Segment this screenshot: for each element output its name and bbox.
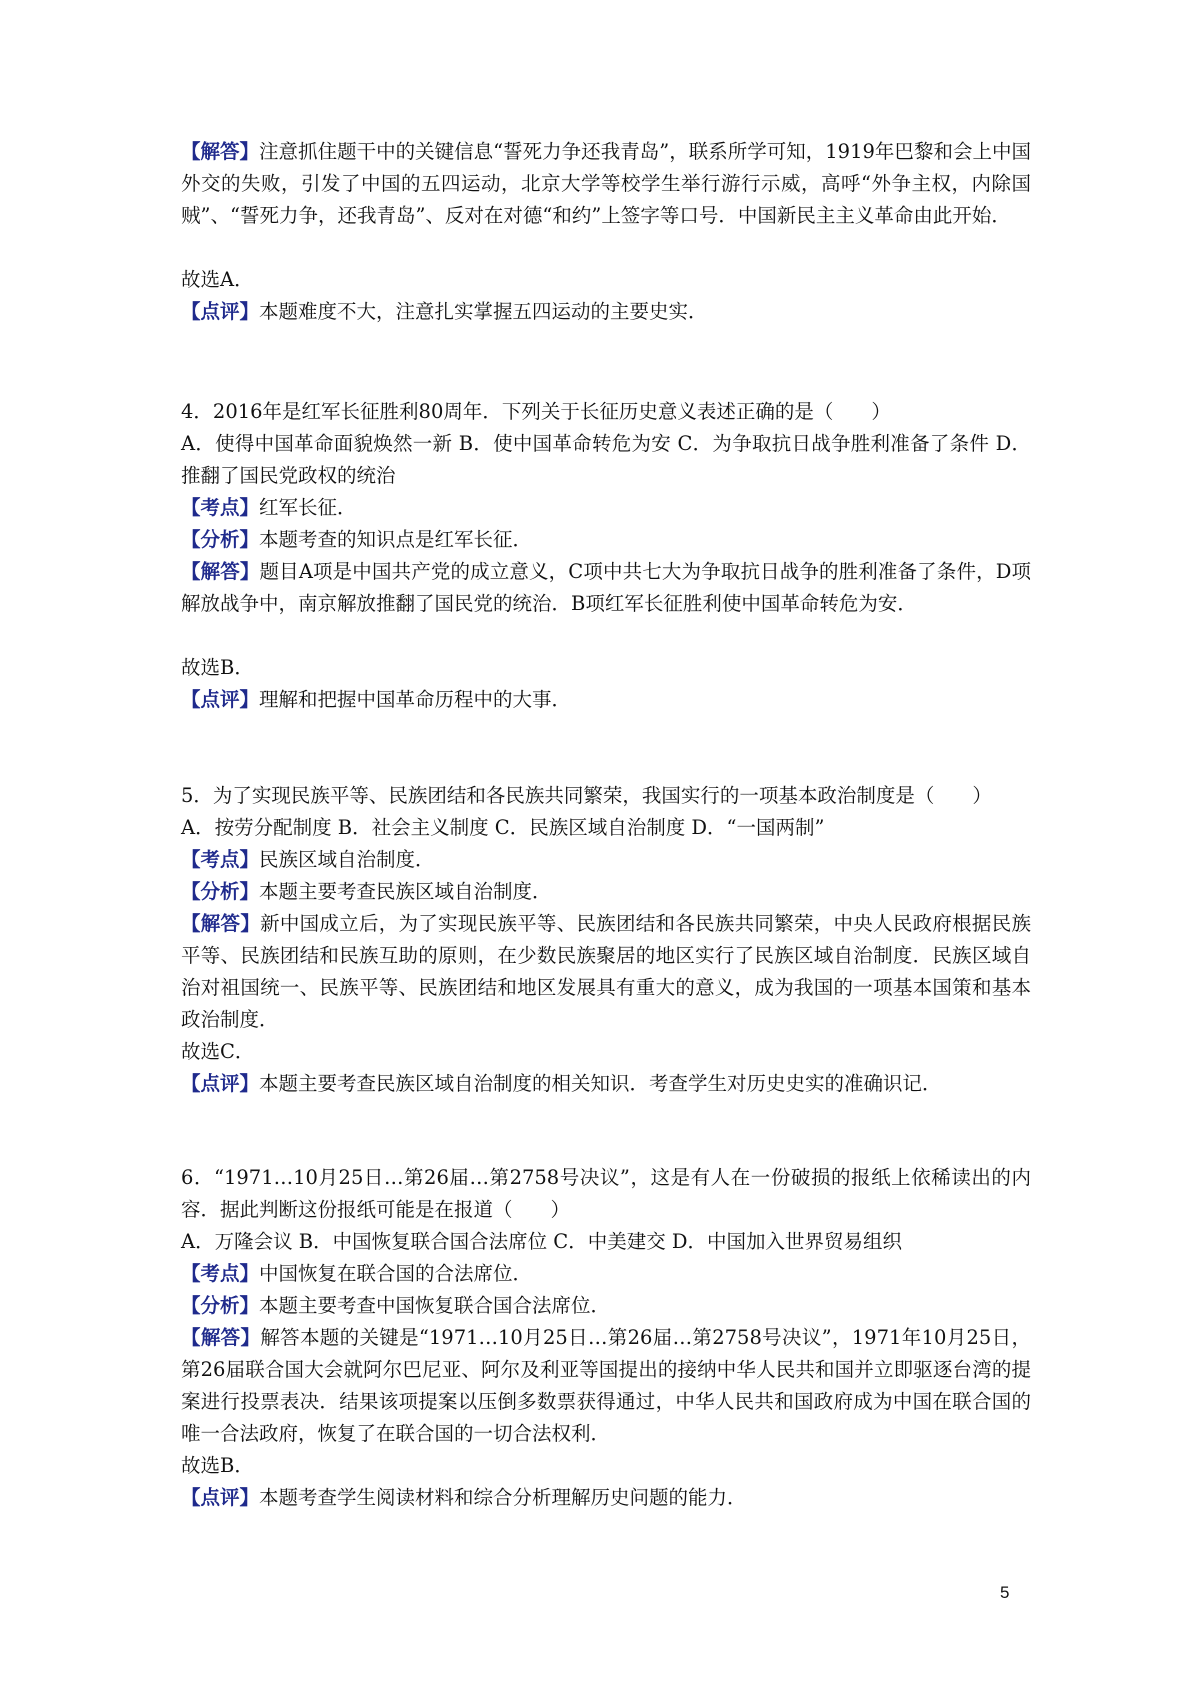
kaodian-tag: 【考点】 xyxy=(181,496,260,519)
jieda-tag: 【解答】 xyxy=(181,912,261,935)
q3-jieda: 【解答】注意抓住题干中的关键信息“誓死力争还我青岛”，联系所学可知，1919年巴黎和会上中国外交的失败，引发了中国的五四运动，北京大学等校学生举行游行示威，高呼“外争主权，内除国贼”、“誓死力争，还我青岛”、反对在对德“和约”上签字等口号．中国新民主主义革命由此开始． xyxy=(181,140,1031,227)
dianping-tag: 【点评】 xyxy=(181,1486,260,1509)
dianping-tag: 【点评】 xyxy=(181,1072,260,1095)
page-number: 5 xyxy=(1000,1583,1010,1602)
q6-jieda: 【解答】解答本题的关键是“1971…10月25日…第26届…第2758号决议”，1971年10月25日，第26届联合国大会就阿尔巴尼亚、阿尔及利亚等国提出的接纳中华人民共和国并立即驱逐台湾的提案进行投票表决．结果该项提案以压倒多数票获得通过，中华人民共和国政府成为中国在联合国的唯一合法政府，恢复了在联合国的一切合法权利． xyxy=(181,1326,1031,1445)
kaodian-tag: 【考点】 xyxy=(181,848,260,871)
dianping-tag: 【点评】 xyxy=(181,300,260,323)
q4-answer: 故选B． xyxy=(181,656,254,679)
jieda-tag: 【解答】 xyxy=(181,1326,261,1349)
q6-dianping: 【点评】本题考查学生阅读材料和综合分析理解历史问题的能力． xyxy=(181,1486,747,1509)
q4-kaodian: 【考点】红军长征． xyxy=(181,496,357,519)
q6-answer: 故选B． xyxy=(181,1454,254,1477)
q5-jieda: 【解答】新中国成立后，为了实现民族平等、民族团结和各民族共同繁荣，中央人民政府根据民族平等、民族团结和民族互助的原则，在少数民族聚居的地区实行了民族区域自治制度．民族区域自治对祖国统一、民族平等、民族团结和地区发展具有重大的意义，成为我国的一项基本国策和基本政治制度． xyxy=(181,912,1031,1031)
q4-stem: 4．2016年是红军长征胜利80周年．下列关于长征历史意义表述正确的是（ ） xyxy=(181,400,891,423)
q5-fenxi: 【分析】本题主要考查民族区域自治制度． xyxy=(181,880,552,903)
q3-dianping: 【点评】本题难度不大，注意扎实掌握五四运动的主要史实． xyxy=(181,300,708,323)
kaodian-tag: 【考点】 xyxy=(181,1262,260,1285)
fenxi-tag: 【分析】 xyxy=(181,1294,260,1317)
q5-dianping: 【点评】本题主要考查民族区域自治制度的相关知识．考查学生对历史史实的准确识记． xyxy=(181,1072,942,1095)
q5-kaodian: 【考点】民族区域自治制度． xyxy=(181,848,435,871)
q4-fenxi: 【分析】本题考查的知识点是红军长征． xyxy=(181,528,533,551)
jieda-tag: 【解答】 xyxy=(181,560,260,583)
q6-kaodian: 【考点】中国恢复在联合国的合法席位． xyxy=(181,1262,533,1285)
q4-dianping: 【点评】理解和把握中国革命历程中的大事． xyxy=(181,688,572,711)
q5-options: A．按劳分配制度 B．社会主义制度 C．民族区域自治制度 D．“一国两制” xyxy=(181,816,825,839)
fenxi-tag: 【分析】 xyxy=(181,528,260,551)
q6-stem: 6．“1971…10月25日…第26届…第2758号决议”，这是有人在一份破损的报纸上依稀读出的内容．据此判断这份报纸可能是在报道（ ） xyxy=(181,1166,1031,1221)
q4-options: A．使得中国革命面貌焕然一新 B．使中国革命转危为安 C．为争取抗日战争胜利准备了条件 D．推翻了国民党政权的统治 xyxy=(181,432,1032,487)
q6-fenxi: 【分析】本题主要考查中国恢复联合国合法席位． xyxy=(181,1294,611,1317)
q3-answer: 故选A． xyxy=(181,268,254,291)
q5-answer: 故选C． xyxy=(181,1040,255,1063)
q5-stem: 5．为了实现民族平等、民族团结和各民族共同繁荣，我国实行的一项基本政治制度是（ ） xyxy=(181,784,992,807)
jieda-tag: 【解答】 xyxy=(181,140,260,163)
fenxi-tag: 【分析】 xyxy=(181,880,260,903)
q6-options: A．万隆会议 B．中国恢复联合国合法席位 C．中美建交 D．中国加入世界贸易组织 xyxy=(181,1230,903,1253)
dianping-tag: 【点评】 xyxy=(181,688,260,711)
q4-jieda: 【解答】题目A项是中国共产党的成立意义，C项中共七大为争取抗日战争的胜利准备了条件，D项解放战争中，南京解放推翻了国民党的统治．B项红军长征胜利使中国革命转危为安． xyxy=(181,560,1031,615)
